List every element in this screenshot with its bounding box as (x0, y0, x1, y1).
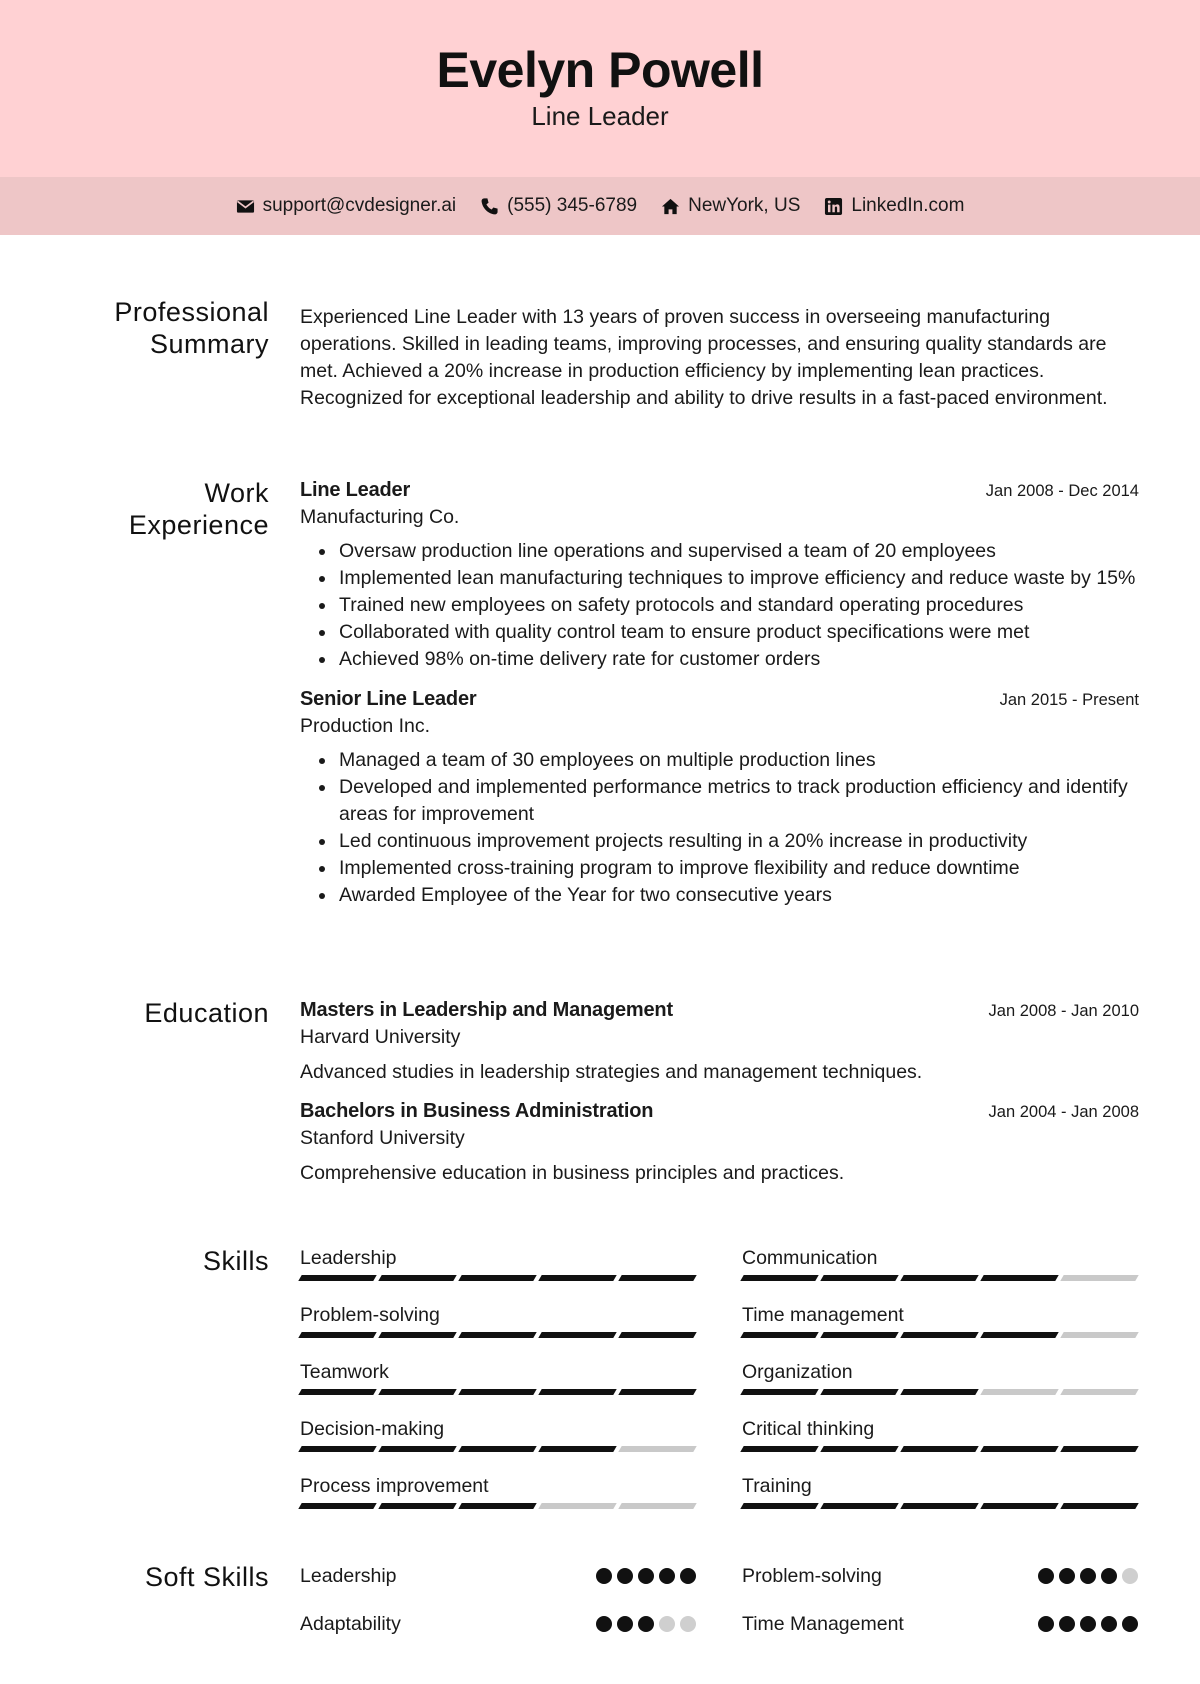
rating-dot-filled (1080, 1568, 1096, 1584)
skill-segment-filled (820, 1389, 898, 1395)
skill-segment-filled (378, 1446, 456, 1452)
skill-segment-filled (458, 1275, 536, 1281)
skill-segment-filled (740, 1389, 818, 1395)
skill-segment-filled (378, 1332, 456, 1338)
soft-skill-name: Time Management (742, 1612, 904, 1635)
skill-segment-filled (900, 1332, 978, 1338)
job-title: Line Leader (300, 479, 411, 501)
phone-icon (480, 197, 499, 216)
skill-level-bar (742, 1389, 1138, 1395)
rating-dot-empty (1122, 1568, 1138, 1584)
education-entry (300, 1098, 1139, 1187)
skill-segment-filled (900, 1503, 978, 1509)
rating-dot-filled (638, 1616, 654, 1632)
job-bullet: • Achieved 98% on-time delivery rate for customer orders (337, 646, 1139, 673)
skill-segment-filled (618, 1389, 696, 1395)
candidate-title: Line Leader (531, 101, 669, 131)
skill-segment-filled (378, 1503, 456, 1509)
skill-segment-filled (298, 1332, 376, 1338)
skill-segment-empty (1060, 1389, 1138, 1395)
envelope-icon (236, 197, 255, 216)
education-heading: Education (144, 998, 269, 1028)
home-icon (661, 197, 680, 216)
skill-item (742, 1245, 1138, 1302)
contact-email[interactable] (236, 195, 457, 217)
rating-dot-filled (596, 1616, 612, 1632)
rating-dot-filled (596, 1568, 612, 1584)
soft-skills-grid (300, 1552, 1139, 1648)
skill-level-bar (300, 1389, 696, 1395)
education-date: Jan 2008 - Jan 2010 (988, 1002, 1139, 1020)
experience-heading: Work Experience (128, 478, 269, 540)
skill-item (300, 1245, 696, 1302)
skill-level-bar (742, 1503, 1138, 1509)
soft-skill-rating (596, 1616, 696, 1632)
contact-phone[interactable] (480, 195, 637, 217)
skill-name: Communication (742, 1247, 878, 1269)
job-company: Manufacturing Co. (300, 506, 460, 528)
job-bullet: • Implemented lean manufacturing techniques to improve efficiency and reduce waste by 15% (337, 565, 1139, 592)
rating-dot-filled (1080, 1616, 1096, 1632)
rating-dot-filled (617, 1568, 633, 1584)
rating-dot-empty (659, 1616, 675, 1632)
skill-name: Teamwork (300, 1361, 389, 1383)
skill-segment-empty (618, 1446, 696, 1452)
skill-item (300, 1416, 696, 1473)
contact-email-text: support@cvdesigner.ai (262, 195, 457, 216)
degree-title: Masters in Leadership and Management (300, 999, 673, 1021)
contact-linkedin[interactable] (824, 195, 964, 217)
soft-skill-rating (1038, 1616, 1138, 1632)
school-name: Stanford University (300, 1127, 465, 1149)
job-bullets (300, 538, 1139, 673)
skills-heading: Skills (202, 1246, 269, 1276)
skill-level-bar (300, 1332, 696, 1338)
job-entry (300, 686, 1139, 909)
skill-segment-empty (980, 1389, 1058, 1395)
job-bullet: • Developed and implemented performance metrics to track production efficiency and identify areas for improvement (337, 774, 1139, 828)
job-date: Jan 2008 - Dec 2014 (985, 482, 1139, 500)
candidate-name: Evelyn Powell (436, 42, 764, 98)
skill-segment-filled (378, 1275, 456, 1281)
skill-level-bar (300, 1503, 696, 1509)
skill-segment-filled (820, 1275, 898, 1281)
skill-segment-filled (740, 1332, 818, 1338)
contact-linkedin-text: LinkedIn.com (851, 195, 965, 216)
contact-location-text: NewYork, US (688, 195, 801, 216)
rating-dot-filled (1101, 1568, 1117, 1584)
skill-item (742, 1473, 1138, 1530)
summary-text: Experienced Line Leader with 13 years of proven success in overseeing manufacturing operations. Skilled in leading teams, improving processes, and ensuring quality standards are met. Achieved a 20% increase in production efficiency by implementing lean practices. Recognized for exceptional leadership and ability to drive results in a fast-paced environment. (300, 306, 1108, 409)
skill-level-bar (742, 1332, 1138, 1338)
skill-item (300, 1302, 696, 1359)
rating-dot-empty (680, 1616, 696, 1632)
soft-skill-name: Leadership (300, 1564, 397, 1587)
job-bullet: • Trained new employees on safety protocols and standard operating procedures (337, 592, 1139, 619)
skill-name: Decision-making (300, 1418, 445, 1440)
skill-item (742, 1359, 1138, 1416)
skill-name: Time management (742, 1304, 904, 1326)
skill-segment-filled (298, 1446, 376, 1452)
degree-title: Bachelors in Business Administration (300, 1100, 654, 1122)
job-company: Production Inc. (300, 715, 431, 737)
skill-segment-filled (1060, 1503, 1138, 1509)
job-bullet: • Implemented cross-training program to improve flexibility and reduce downtime (337, 855, 1139, 882)
skill-segment-filled (538, 1332, 616, 1338)
skill-segment-filled (458, 1503, 536, 1509)
skill-level-bar (300, 1446, 696, 1452)
rating-dot-filled (617, 1616, 633, 1632)
skill-name: Process improvement (300, 1475, 489, 1497)
job-title: Senior Line Leader (300, 688, 477, 710)
skill-segment-filled (980, 1503, 1058, 1509)
education-date: Jan 2004 - Jan 2008 (988, 1103, 1139, 1121)
skill-segment-filled (298, 1275, 376, 1281)
job-bullet: • Managed a team of 30 employees on multiple production lines (337, 747, 1139, 774)
job-bullet: • Led continuous improvement projects resulting in a 20% increase in productivity (337, 828, 1139, 855)
skill-segment-empty (1060, 1275, 1138, 1281)
skill-segment-filled (458, 1332, 536, 1338)
skill-item (300, 1473, 696, 1530)
skill-segment-filled (740, 1446, 818, 1452)
soft-skills-heading: Soft Skills (144, 1562, 269, 1592)
skill-segment-filled (820, 1503, 898, 1509)
skill-segment-filled (538, 1275, 616, 1281)
skill-segment-filled (820, 1446, 898, 1452)
soft-skill-rating (596, 1568, 696, 1584)
soft-skill-item (300, 1600, 696, 1648)
contact-location (661, 195, 800, 217)
soft-skill-item (300, 1552, 696, 1600)
skill-segment-filled (980, 1446, 1058, 1452)
skill-segment-empty (538, 1503, 616, 1509)
rating-dot-filled (1122, 1616, 1138, 1632)
resume-header (0, 0, 1200, 177)
skill-segment-filled (900, 1446, 978, 1452)
education-description: Advanced studies in leadership strategies and management techniques. (300, 1061, 923, 1083)
rating-dot-filled (1038, 1616, 1054, 1632)
skill-item (742, 1416, 1138, 1473)
skill-segment-filled (1060, 1446, 1138, 1452)
soft-skill-item (742, 1552, 1138, 1600)
skill-segment-filled (538, 1389, 616, 1395)
soft-skill-name: Adaptability (300, 1612, 401, 1635)
skill-segment-filled (618, 1275, 696, 1281)
skill-segment-filled (980, 1332, 1058, 1338)
summary-heading: Professional Summary (114, 297, 269, 359)
rating-dot-filled (1059, 1568, 1075, 1584)
job-entry (300, 477, 1139, 673)
rating-dot-filled (680, 1568, 696, 1584)
education-description: Comprehensive education in business principles and practices. (300, 1162, 845, 1184)
skill-name: Organization (742, 1361, 853, 1383)
skills-grid (300, 1245, 1139, 1530)
skill-level-bar (300, 1275, 696, 1281)
soft-skill-item (742, 1600, 1138, 1648)
skill-segment-filled (538, 1446, 616, 1452)
skill-segment-filled (618, 1332, 696, 1338)
skill-name: Critical thinking (742, 1418, 875, 1440)
skill-item (742, 1302, 1138, 1359)
skill-segment-filled (900, 1275, 978, 1281)
rating-dot-filled (1059, 1616, 1075, 1632)
skill-segment-filled (458, 1446, 536, 1452)
skill-segment-filled (298, 1503, 376, 1509)
skill-segment-filled (298, 1389, 376, 1395)
skill-level-bar (742, 1446, 1138, 1452)
skill-segment-filled (740, 1275, 818, 1281)
skill-name: Training (742, 1475, 812, 1497)
job-bullet: • Collaborated with quality control team to ensure product specifications were met (337, 619, 1139, 646)
skill-segment-filled (900, 1389, 978, 1395)
linkedin-icon (824, 197, 843, 216)
contact-bar (0, 177, 1200, 235)
rating-dot-filled (638, 1568, 654, 1584)
skill-segment-filled (378, 1389, 456, 1395)
skill-segment-filled (980, 1275, 1058, 1281)
skill-level-bar (742, 1275, 1138, 1281)
skill-name: Leadership (300, 1247, 397, 1269)
contact-phone-text: (555) 345-6789 (507, 195, 638, 216)
job-bullet: • Awarded Employee of the Year for two consecutive years (337, 882, 1139, 909)
school-name: Harvard University (300, 1026, 461, 1048)
skill-item (300, 1359, 696, 1416)
soft-skill-name: Problem-solving (742, 1564, 882, 1587)
rating-dot-filled (1038, 1568, 1054, 1584)
job-bullet: • Oversaw production line operations and supervised a team of 20 employees (337, 538, 1139, 565)
soft-skill-rating (1038, 1568, 1138, 1584)
skill-name: Problem-solving (300, 1304, 440, 1326)
skill-segment-empty (1060, 1332, 1138, 1338)
skill-segment-filled (740, 1503, 818, 1509)
job-bullets (300, 747, 1139, 909)
rating-dot-filled (1101, 1616, 1117, 1632)
skill-segment-empty (618, 1503, 696, 1509)
job-date: Jan 2015 - Present (999, 691, 1139, 709)
education-entry (300, 997, 1139, 1086)
skill-segment-filled (458, 1389, 536, 1395)
skill-segment-filled (820, 1332, 898, 1338)
rating-dot-filled (659, 1568, 675, 1584)
